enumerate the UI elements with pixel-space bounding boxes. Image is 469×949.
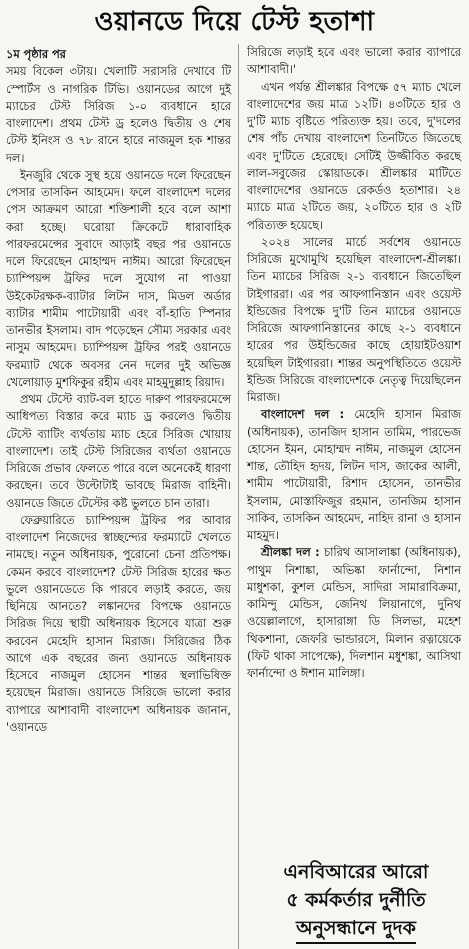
paragraph: ফেব্রুয়ারিতে চ্যাম্পিয়ন্স ট্রফির পর আবার বাংলাদেশ নিজেদের স্বাচ্ছন্দ্যের ফরম্যাটে খেলতে নামছে। নতুন অধিনায়ক, পুরোনো চেনা প্রতিপক্ষ। কেমন করবে বাংলাদেশ? টেস্ট সিরিজ হারের ক্ষত ভুলে ওয়ানডেতে কি পারবে লড়াই করতে, জয় ছিনিয়ে আনতে? লঙ্কানদের বিপক্ষে ওয়ানডে সিরিজ দিয়ে স্থায়ী অধিনায়ক হিসেবে যাত্রা শুরু করবেন মেহেদি হাসান মিরাজ। সিরিজের ঠিক আগে এক বছরের জন্য ওয়ানডে অধিনায়ক হিসেবে নাজমুল হোসেন শান্তর স্থলাভিষিক্ত হয়েছেন মিরাজ। ওয়ানডে সিরিজে ভালো করার ব্যাপারে আশাবাদী বাংলাদেশ অধিনায়ক জানান, 'ওয়ানডে	[6, 513, 231, 734]
paragraph: প্রথম টেস্টে ব্যাট-বল হাতে দারুণ পারফরমেন্সে আধিপত্য বিস্তার করে ম্যাচ ড্র করলেও দ্বিতীয় টেস্টে ব্যাটিং ব্যর্থতায় ম্যাচ হেরে সিরিজ খোয়ায় বাংলাদেশ। তাই টেস্ট সিরিজের ব্যর্থতা ওয়ানডে সিরিজে প্রভাব ফেলতে পারে বলে অনেকেই ধারণা করছেন। তবে উল্টোটাই ভাবছে মিরাজ বাহিনী। ওয়ানডে জিতে টেস্টের কষ্ট ভুলতে চান তারা।	[6, 393, 231, 510]
related-headline-line: ৫ কর্মকর্তার দুর্নীতি	[286, 889, 426, 911]
paragraph: ২০২৪ সালের মার্চে সর্বশেষ ওয়ানডে সিরিজে মুখোমুখি হয়েছিল বাংলাদেশ-শ্রীলঙ্কা। তিন ম্যাচের সিরিজ ২-১ ব্যবধানে জিতেছিল টাইগাররা। এর পর আফগানিস্তান এবং ওয়েস্ট ইন্ডিজের বিপক্ষে দু'টি তিন ম্যাচের ওয়ানডে সিরিজে আফগানিস্তানের কাছে ২-১ ব্যবধানে হারের পর উইন্ডিজের কাছে হোয়াইটওয়াশ হয়েছিল টাইগাররা। শান্তর অনুপস্থিতিতে ওয়েস্ট ইন্ডিজ সিরিজে বাংলাদেশকে নেতৃত্ব দিয়েছিলেন মিরাজ।	[247, 235, 461, 404]
left-column	[6, 46, 231, 736]
paragraph: এখন পর্যন্ত শ্রীলঙ্কার বিপক্ষে ৫৭ ম্যাচ খেলে বাংলাদেশের জয় মাত্র ১২টি। ৪৩টিতে হার ও দু'টি ম্যাচ বৃষ্টিতে পরিত্যক্ত হয়। তবে, দু'দলের শেষ পাঁচ দেখায় বাংলাদেশ তিনটিতে জিতেছে এবং দু'টিতে হেরেছে। সেটিই উজ্জীবিত করছে লাল-সবুজের স্কোয়াডকে। শ্রীলঙ্কার মাটিতে বাংলাদেশের ওয়ানডে রেকর্ডও হতাশার। ২৪ ম্যাচে মাত্র ২টিতে জয়, ২০টিতে হার ও ২টি পরিত্যক্ত হয়েছে।	[247, 80, 461, 232]
column-divider	[238, 44, 239, 949]
continuation-marker: ১ম পৃষ্ঠার পর	[6, 48, 66, 61]
squad-label: বাংলাদেশ দল :	[261, 408, 345, 422]
paragraph: ইনজুরি থেকে সুস্থ হয়ে ওয়ানডে দলে ফিরেছেন পেসার তাসকিন আহমেদ। ফলে বাংলাদেশ দলের পেস আক্রমণ আরো শক্তিশালী হবে বলে আশা করা হচ্ছে। ঘরোয়া ক্রিকেটে ধারাবাহিক পারফরমেন্সের সুবাদে আড়াই বছর পর ওয়ানডে দলে ফিরেছেন মোহাম্মদ নাঈম। আরো ফিরেছেন চ্যাম্পিয়ন্স ট্রফির দলে সুযোগ না পাওয়া উইকেটরক্ষক-ব্যাটার লিটন দাস, মিডল অর্ডার ব্যাটার শামীম পাটোয়ারী এবং বাঁ-হাতি স্পিনার তানভীর ইসলাম। বাদ পড়েছেন সৌম্য সরকার এবং নাসুম আহমেদ। চ্যাম্পিয়ন্স ট্রফির পরই ওয়ানডে ফরম্যাট থেকে অবসর নেন দলের দুই অভিজ্ঞ খেলোয়াড় মুশফিকুর রহীম এবং মাহমুদুল্লাহ রিয়াদ।	[6, 168, 231, 389]
squad-list: মেহেদি হাসান মিরাজ (অধিনায়ক), তানজিদ হাসান তামিম, পারভেজ হোসেন ইমন, মোহাম্মদ নাঈম, নাজমুল হোসেন শান্ত, তৌহিদ হৃদয়, লিটন দাস, জাকের আলী, শামীম পাটোয়ারী, রিশাদ হোসেন, তানভীর ইসলাম, মোস্তাফিজুর রহমান, তানজিম হাসান সাকিব, তাসকিন আহমেদ, নাহিদ রানা ও হাসান মাহমুদ।	[247, 408, 461, 542]
paragraph: সময় বিকেল ৩টায়। খেলাটি সরাসরি দেখাবে টি স্পোর্টস ও নাগরিক টিভি। ওয়ানডের আগে দুই ম্যাচের টেস্ট সিরিজ ১-০ ব্যবধানে হারে বাংলাদেশ। প্রথম টেস্ট ড্র হলেও দ্বিতীয় ও শেষ টেস্ট ইনিংস ও ৭৮ রানে হারে নাজমুল হক শান্তর দল।	[6, 65, 231, 165]
related-headline-line: অনুসন্ধানে দুদক	[253, 914, 459, 944]
squad-srilanka	[247, 544, 461, 682]
right-column	[247, 44, 461, 682]
related-headline-line: এনবিআরের আরো	[283, 861, 429, 883]
squad-label: শ্রীলঙ্কা দল :	[261, 546, 320, 560]
related-story-headline[interactable]	[253, 858, 459, 944]
headline: ওয়ানডে দিয়ে টেস্ট হতাশা	[94, 7, 375, 37]
squad-bangladesh	[247, 406, 461, 544]
squad-list: চারিথ আসালাঙ্কা (অধিনায়ক), পাথুম নিশাঙ্কা, অভিষ্কা ফার্নান্দো, নিশান মাধুশকা, কুশল মেন্ডিস, সাদিরা সামারাবিক্রমা, কামিন্দু মেন্ডিস, জেনিথ লিয়ানাগে, দুনিথ ওয়েল্লালাগে, হাসারাঙ্গা ডি সিলভা, মহেশ থিকশানা, জেফরি ভান্ডারসে, মিলান রত্নায়েকে (ফিট থাকা সাপেক্ষে), দিলশান মধুশঙ্কা, আসিথা ফার্নান্দো ও ঈশান মালিঙ্গা।	[247, 546, 461, 680]
paragraph: সিরিজে লড়াই হবে এবং ভালো করার ব্যাপারে আশাবাদী।'	[247, 46, 461, 77]
